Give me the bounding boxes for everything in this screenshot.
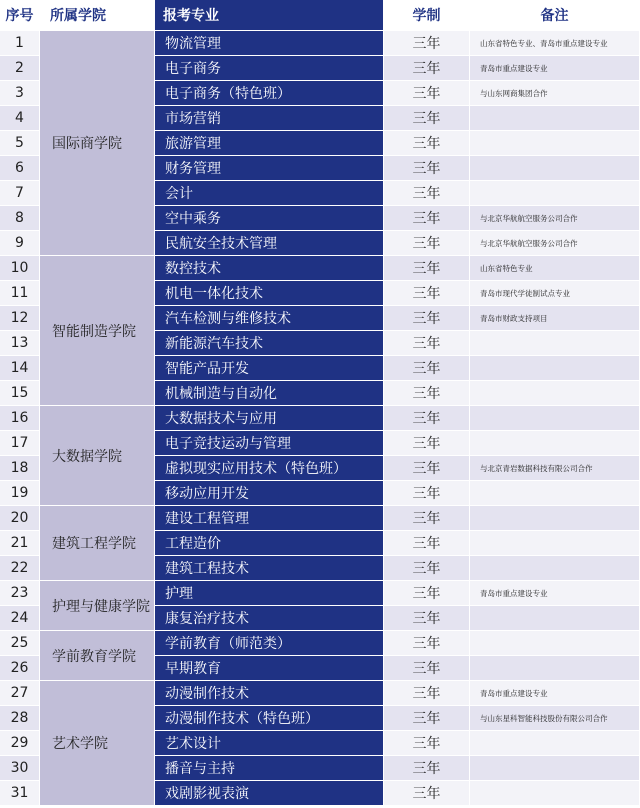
remark <box>470 431 639 455</box>
major-name: 机电一体化技术 <box>155 281 383 305</box>
study-duration: 三年 <box>384 481 469 505</box>
study-duration: 三年 <box>384 156 469 180</box>
study-duration: 三年 <box>384 681 469 705</box>
study-duration: 三年 <box>384 656 469 680</box>
row-number: 10 <box>0 256 39 280</box>
major-name: 物流管理 <box>155 31 383 55</box>
study-duration: 三年 <box>384 306 469 330</box>
remark: 与山东星科智能科技股份有限公司合作 <box>470 706 639 730</box>
major-name: 市场营销 <box>155 106 383 130</box>
major-name: 动漫制作技术 <box>155 681 383 705</box>
row-number: 6 <box>0 156 39 180</box>
major-name: 移动应用开发 <box>155 481 383 505</box>
study-duration: 三年 <box>384 206 469 230</box>
remark: 青岛市现代学徒制试点专业 <box>470 281 639 305</box>
major-name: 民航安全技术管理 <box>155 231 383 255</box>
row-number: 21 <box>0 531 39 555</box>
remark: 青岛市重点建设专业 <box>470 581 639 605</box>
remark: 山东省特色专业 <box>470 256 639 280</box>
study-duration: 三年 <box>384 81 469 105</box>
row-number: 18 <box>0 456 39 480</box>
row-number: 28 <box>0 706 39 730</box>
row-number: 15 <box>0 381 39 405</box>
study-duration: 三年 <box>384 631 469 655</box>
header-duration: 学制 <box>384 0 469 30</box>
remark <box>470 381 639 405</box>
major-name: 旅游管理 <box>155 131 383 155</box>
remark <box>470 481 639 505</box>
remark <box>470 731 639 755</box>
row-number: 22 <box>0 556 39 580</box>
major-name: 数控技术 <box>155 256 383 280</box>
row-number: 29 <box>0 731 39 755</box>
row-number: 30 <box>0 756 39 780</box>
row-number: 8 <box>0 206 39 230</box>
remark <box>470 356 639 380</box>
study-duration: 三年 <box>384 131 469 155</box>
row-number: 3 <box>0 81 39 105</box>
remark <box>470 756 639 780</box>
header-note: 备注 <box>470 0 639 30</box>
major-name: 大数据技术与应用 <box>155 406 383 430</box>
major-name: 空中乘务 <box>155 206 383 230</box>
major-name: 电子竞技运动与管理 <box>155 431 383 455</box>
row-number: 7 <box>0 181 39 205</box>
row-number: 2 <box>0 56 39 80</box>
study-duration: 三年 <box>384 606 469 630</box>
major-name: 学前教育（师范类） <box>155 631 383 655</box>
row-number: 26 <box>0 656 39 680</box>
study-duration: 三年 <box>384 556 469 580</box>
college-name: 护理与健康学院 <box>40 581 154 630</box>
study-duration: 三年 <box>384 731 469 755</box>
row-number: 31 <box>0 781 39 805</box>
study-duration: 三年 <box>384 781 469 805</box>
row-number: 11 <box>0 281 39 305</box>
study-duration: 三年 <box>384 406 469 430</box>
major-name: 艺术设计 <box>155 731 383 755</box>
major-name: 工程造价 <box>155 531 383 555</box>
remark: 与北京华航航空服务公司合作 <box>470 206 639 230</box>
major-name: 机械制造与自动化 <box>155 381 383 405</box>
study-duration: 三年 <box>384 106 469 130</box>
study-duration: 三年 <box>384 356 469 380</box>
remark <box>470 156 639 180</box>
remark: 青岛市财政支持项目 <box>470 306 639 330</box>
row-number: 16 <box>0 406 39 430</box>
row-number: 13 <box>0 331 39 355</box>
remark <box>470 406 639 430</box>
study-duration: 三年 <box>384 56 469 80</box>
study-duration: 三年 <box>384 281 469 305</box>
major-name: 虚拟现实应用技术（特色班） <box>155 456 383 480</box>
major-name: 会计 <box>155 181 383 205</box>
college-name: 学前教育学院 <box>40 631 154 680</box>
remark <box>470 531 639 555</box>
major-name: 建筑工程技术 <box>155 556 383 580</box>
major-name: 建设工程管理 <box>155 506 383 530</box>
study-duration: 三年 <box>384 581 469 605</box>
major-name: 动漫制作技术（特色班） <box>155 706 383 730</box>
row-number: 20 <box>0 506 39 530</box>
header-no: 序号 <box>0 0 39 30</box>
study-duration: 三年 <box>384 506 469 530</box>
row-number: 19 <box>0 481 39 505</box>
study-duration: 三年 <box>384 331 469 355</box>
major-name: 新能源汽车技术 <box>155 331 383 355</box>
remark <box>470 106 639 130</box>
study-duration: 三年 <box>384 181 469 205</box>
remark <box>470 631 639 655</box>
remark <box>470 331 639 355</box>
study-duration: 三年 <box>384 531 469 555</box>
study-duration: 三年 <box>384 31 469 55</box>
study-duration: 三年 <box>384 456 469 480</box>
row-number: 5 <box>0 131 39 155</box>
study-duration: 三年 <box>384 256 469 280</box>
major-name: 智能产品开发 <box>155 356 383 380</box>
major-name: 播音与主持 <box>155 756 383 780</box>
remark <box>470 781 639 805</box>
row-number: 17 <box>0 431 39 455</box>
header-college: 所属学院 <box>40 0 154 30</box>
college-name: 艺术学院 <box>40 681 154 805</box>
major-name: 汽车检测与维修技术 <box>155 306 383 330</box>
row-number: 23 <box>0 581 39 605</box>
college-name: 大数据学院 <box>40 406 154 505</box>
row-number: 12 <box>0 306 39 330</box>
study-duration: 三年 <box>384 381 469 405</box>
college-name: 建筑工程学院 <box>40 506 154 580</box>
study-duration: 三年 <box>384 431 469 455</box>
row-number: 24 <box>0 606 39 630</box>
major-name: 康复治疗技术 <box>155 606 383 630</box>
study-duration: 三年 <box>384 231 469 255</box>
remark: 山东省特色专业、青岛市重点建设专业 <box>470 31 639 55</box>
major-name: 电子商务（特色班） <box>155 81 383 105</box>
major-name: 早期教育 <box>155 656 383 680</box>
row-number: 4 <box>0 106 39 130</box>
major-name: 戏剧影视表演 <box>155 781 383 805</box>
header-major: 报考专业 <box>155 0 383 30</box>
college-name: 国际商学院 <box>40 31 154 255</box>
remark <box>470 556 639 580</box>
study-duration: 三年 <box>384 706 469 730</box>
remark <box>470 181 639 205</box>
row-number: 9 <box>0 231 39 255</box>
remark <box>470 656 639 680</box>
row-number: 14 <box>0 356 39 380</box>
remark: 与北京华航航空服务公司合作 <box>470 231 639 255</box>
row-number: 1 <box>0 31 39 55</box>
remark: 与山东网商集团合作 <box>470 81 639 105</box>
major-name: 护理 <box>155 581 383 605</box>
row-number: 27 <box>0 681 39 705</box>
major-name: 财务管理 <box>155 156 383 180</box>
major-name: 电子商务 <box>155 56 383 80</box>
remark: 与北京青岩数据科技有限公司合作 <box>470 456 639 480</box>
remark <box>470 606 639 630</box>
remark: 青岛市重点建设专业 <box>470 681 639 705</box>
row-number: 25 <box>0 631 39 655</box>
remark <box>470 506 639 530</box>
remark: 青岛市重点建设专业 <box>470 56 639 80</box>
college-name: 智能制造学院 <box>40 256 154 405</box>
remark <box>470 131 639 155</box>
study-duration: 三年 <box>384 756 469 780</box>
